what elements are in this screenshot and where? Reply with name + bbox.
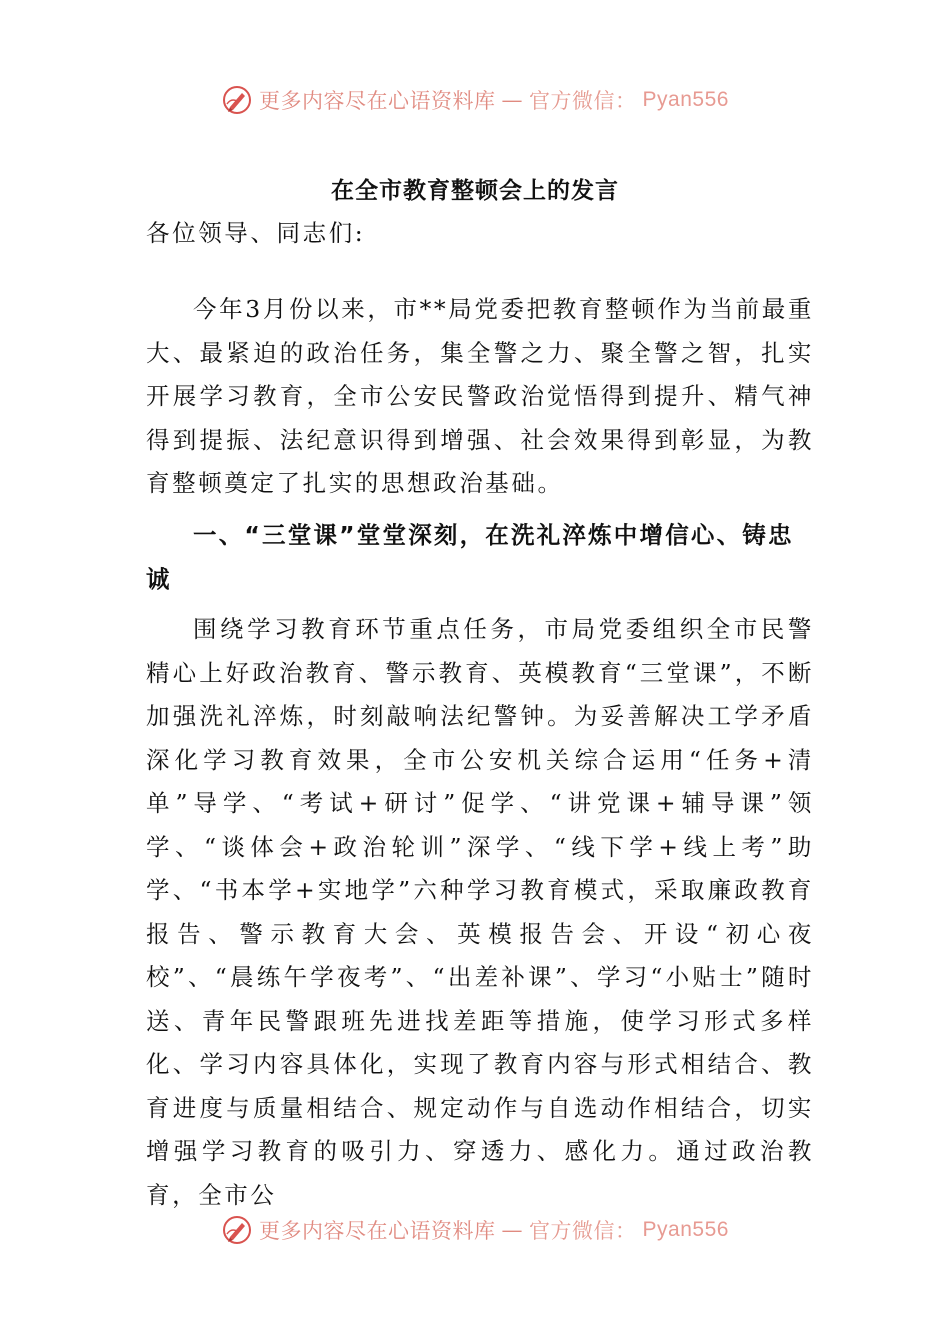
watermark-text: 更多内容尽在心语资料库 xyxy=(259,89,496,113)
watermark-label: 官方微信： xyxy=(529,89,637,113)
paragraph-1: 今年3月份以来，市**局党委把教育整顿作为当前最重大、最紧迫的政治任务，集全警之力、聚全警之智，扎实开展学习教育，全市公安民警政治觉悟得到提升、精气神得到提振、法纪意识得到增强、社会效果得到彰显，为教育整顿奠定了扎实的思想政治基础。 xyxy=(146,295,814,497)
watermark-id: Pyan556 xyxy=(642,1218,729,1241)
watermark-footer xyxy=(0,1214,950,1246)
page-title: 在全市教育整顿会上的发言 xyxy=(331,178,619,204)
section-heading-1: 一、“三堂课”堂堂深刻，在洗礼淬炼中增信心、铸忠诚 xyxy=(146,521,794,593)
watermark-text: 更多内容尽在心语资料库 xyxy=(259,1219,496,1243)
salutation: 各位领导、同志们: xyxy=(146,219,366,247)
watermark-dash: — xyxy=(501,1218,524,1242)
pen-logo-icon xyxy=(221,1214,253,1246)
paragraph-2: 围绕学习教育环节重点任务，市局党委组织全市民警精心上好政治教育、警示教育、英模教育“三堂课”，不断加强洗礼淬炼，时刻敲响法纪警钟。为妥善解决工学矛盾深化学习教育效果，全市公安机关综合运用“任务+清单”导学、“考试+研讨”促学、“讲党课+辅导课”领学、“谈体会+政治轮训”深学、“线下学+线上考”助学、“书本学+实地学”六种学习教育模式，采取廉政教育报告、警示教育大会、英模报告会、开设“初心夜校”、“晨练午学夜考”、“出差补课”、学习“小贴士”随时送、青年民警跟班先进找差距等措施，使学习形式多样化、学习内容具体化，实现了教育内容与形式相结合、教育进度与质量相结合、规定动作与自选动作相结合，切实增强学习教育的吸引力、穿透力、感化力。通过政治教育，全市公 xyxy=(146,615,814,1209)
watermark-dash: — xyxy=(501,88,524,112)
watermark-id: Pyan556 xyxy=(642,88,729,111)
watermark-label: 官方微信： xyxy=(529,1219,637,1243)
watermark-header xyxy=(0,84,950,116)
pen-logo-icon xyxy=(221,84,253,116)
